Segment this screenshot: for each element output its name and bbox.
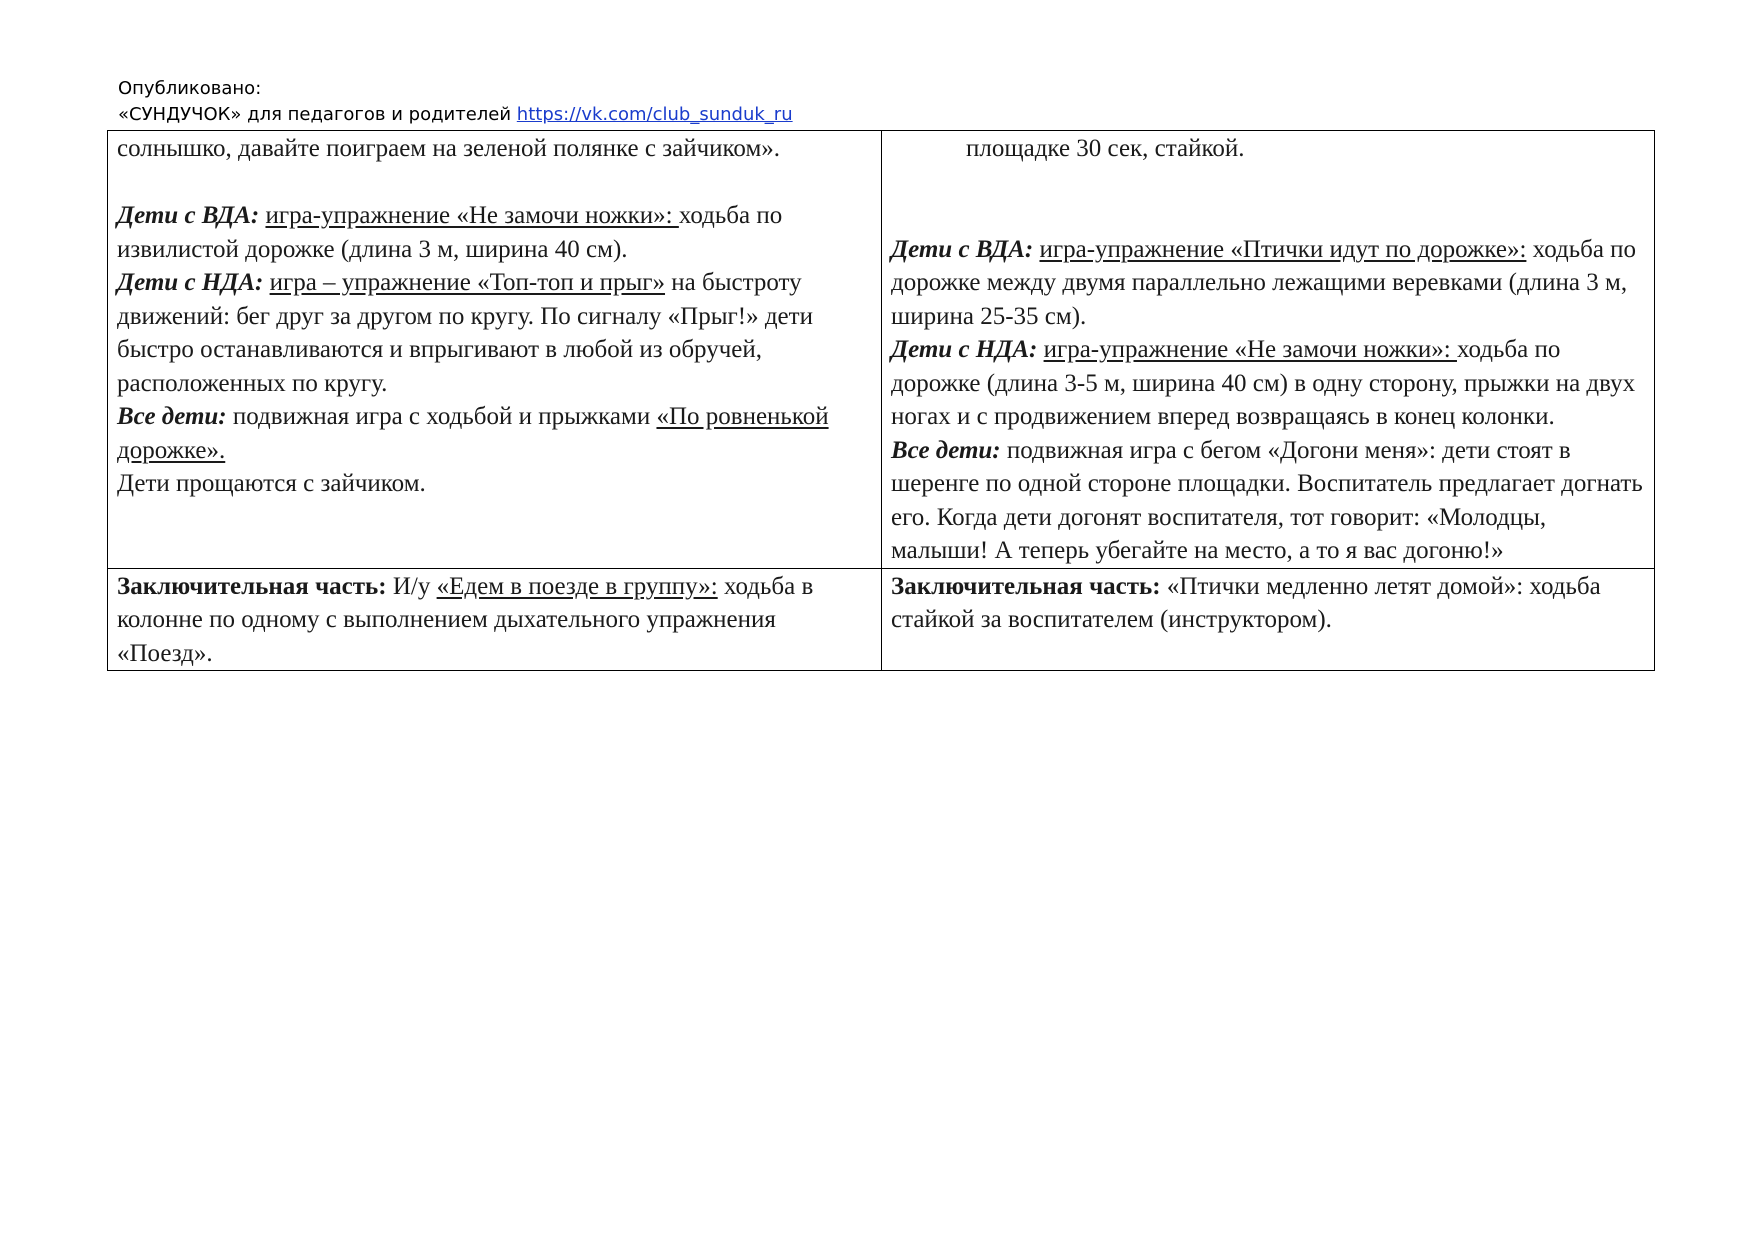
published-label: Опубликовано: bbox=[118, 78, 262, 99]
nda-paragraph bbox=[117, 266, 872, 400]
all-children-game-title: «По ровненькой дорожке». bbox=[117, 403, 829, 464]
all-children-paragraph bbox=[117, 400, 872, 467]
all-children-description: подвижная игра с ходьбой и прыжками bbox=[226, 403, 657, 430]
vda-game-title: игра-упражнение «Птички идут по дорожке»: bbox=[1039, 235, 1527, 263]
vda-label: Дети с ВДА: bbox=[891, 235, 1034, 263]
vda-game-title: игра-упражнение «Не замочи ножки»: bbox=[265, 202, 679, 229]
publisher-name: «СУНДУЧОК» для педагогов и родителей bbox=[118, 104, 517, 125]
nda-description: ходьба по дорожке (длина 3-5 м, ширина 40 см) в одну сторону, прыжки на двух ногах и с продвижением вперед возвращаясь в конец колонки. bbox=[891, 336, 1636, 430]
nda-game-title: игра – упражнение «Топ-топ и прыг» bbox=[269, 269, 666, 296]
vda-description: ходьба по извилистой дорожке (длина 3 м, ширина 40 см). bbox=[117, 202, 783, 263]
final-part-description: ходьба в колонне по одному с выполнением дыхательного упражнения «Поезд». bbox=[117, 572, 814, 667]
intro-text: солнышко, давайте поиграем на зеленой полянке с зайчиком». bbox=[117, 135, 781, 162]
all-children-label: Все дети: bbox=[117, 403, 227, 430]
vda-description: ходьба по дорожке между двумя параллельно лежащими веревками (длина 3 м, ширина 25-35 см). bbox=[891, 235, 1637, 330]
all-children-paragraph bbox=[891, 434, 1645, 568]
nda-description: на быстроту движений: бег друг за другом по кругу. По сигналу «Прыг!» дети быстро останавливаются и впрыгивают в любой из обручей, расположенных по кругу. bbox=[117, 269, 813, 397]
publisher-line bbox=[118, 102, 793, 128]
nda-label: Дети с НДА: bbox=[891, 336, 1038, 363]
all-children-description: подвижная игра с бегом «Догони меня»: дети стоят в шеренге по одной стороне площадки. Воспитатель предлагает догнать его. Когда дети догонят воспитателя, тот говорит: «Молодцы, малыши! А теперь убегайте на место, а то я вас догоню!» bbox=[891, 436, 1643, 564]
intro-text: площадке 30 сек, стайкой. bbox=[966, 135, 1245, 162]
farewell-text: Дети прощаются с зайчиком. bbox=[117, 470, 426, 497]
table-row-final-part bbox=[108, 568, 1655, 671]
publisher-link[interactable]: https://vk.com/club_sunduk_ru bbox=[516, 104, 793, 125]
vda-label: Дети с ВДА: bbox=[117, 202, 260, 229]
all-children-label: Все дети: bbox=[891, 436, 1001, 464]
cell-right-final bbox=[882, 568, 1655, 671]
final-part-prefix: И/у bbox=[386, 572, 437, 600]
vda-paragraph bbox=[891, 233, 1645, 334]
final-part-description: «Птички медленно летят домой»: ходьба стайкой за воспитателем (инструктором). bbox=[891, 572, 1601, 633]
table-row-main-part bbox=[108, 131, 1655, 569]
vda-paragraph bbox=[117, 199, 872, 266]
nda-label: Дети с НДА: bbox=[117, 269, 264, 296]
final-part-label: Заключительная часть: bbox=[891, 572, 1161, 600]
lesson-table bbox=[107, 130, 1655, 671]
nda-paragraph bbox=[891, 333, 1645, 434]
nda-game-title: игра-упражнение «Не замочи ножки»: bbox=[1043, 336, 1457, 363]
publication-header bbox=[118, 76, 793, 128]
cell-left-final bbox=[108, 568, 882, 671]
cell-right-main bbox=[882, 131, 1655, 569]
cell-left-main bbox=[108, 131, 882, 569]
final-part-label: Заключительная часть: bbox=[117, 572, 387, 600]
final-game-title: «Едем в поезде в группу»: bbox=[436, 572, 718, 600]
